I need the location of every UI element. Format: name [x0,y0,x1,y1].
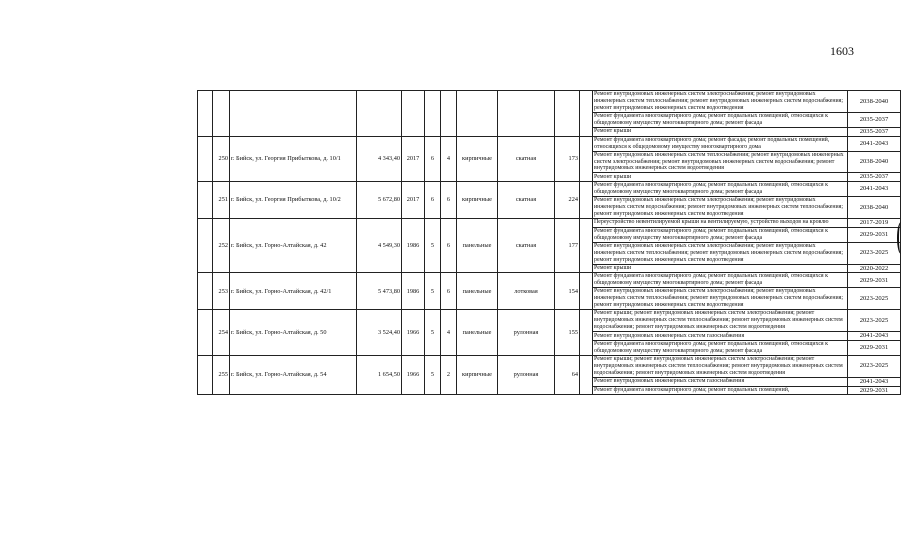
year-cell [402,91,425,137]
scan-edge-mark [897,222,905,254]
work-period: 2038-2040 [848,151,901,173]
work-period: 2023-2025 [848,288,901,310]
work-description: Ремонт фундамента многоквартирного дома; ремонт подвальных помещений, относящихся к общедомовому имуществу многоквартирного дома; ремонт фасада [593,112,848,127]
year-cell: 1986 [402,273,425,310]
address-cell: г. Бийск, ул. Георгия Прибыткова, д. 10/2 [230,182,357,219]
year-cell: 2017 [402,182,425,219]
floors-cell: 5 [425,273,441,310]
address-cell: г. Бийск, ул. Георгия Прибыткова, д. 10/1 [230,136,357,182]
row-number: 252 [213,219,230,273]
work-period: 2035-2037 [848,112,901,127]
area-cell: 5 672,80 [357,182,402,219]
table-row [198,136,901,151]
flats-cell: 154 [555,273,580,310]
work-period: 2041-2043 [848,182,901,197]
roof-type-cell: рулонная [498,310,555,356]
row-number [213,91,230,137]
table-row [198,355,901,377]
work-period: 2038-2040 [848,197,901,219]
work-description: Ремонт внутридомовых инженерных систем электроснабжения; ремонт внутридомовых инженерных систем теплоснабжения; ремонт внутридомовых инженерных систем водоснабжения; ремонт внутридомовых инженерных систем водоотведения [593,91,848,113]
work-period: 2029-2031 [848,227,901,242]
work-description: Ремонт крыши; ремонт внутридомовых инженерных систем электроснабжения; ремонт внутридомовых инженерных систем теплоснабжения; ремонт внутридомовых инженерных систем водоснабжения; ремонт внутридомовых инженерных систем водоотведения [593,310,848,332]
entrances-cell: 6 [441,219,457,273]
wall-material-cell: панельные [457,273,498,310]
year-cell: 2017 [402,136,425,182]
floors-cell: 5 [425,219,441,273]
flats-cell: 224 [555,182,580,219]
gap-cell [580,310,593,356]
work-description: Ремонт фундамента многоквартирного дома; ремонт подвальных помещений, относящихся к общедомовому имуществу многоквартирного дома; ремонт фасада [593,340,848,355]
row-number: 255 [213,355,230,394]
entrances-cell: 2 [441,355,457,394]
roof-type-cell [498,91,555,137]
blank-cell [198,219,213,273]
floors-cell [425,91,441,137]
row-number: 250 [213,136,230,182]
floors-cell: 6 [425,136,441,182]
work-period: 2041-2043 [848,136,901,151]
work-period: 2023-2025 [848,242,901,264]
entrances-cell [441,91,457,137]
blank-cell [198,91,213,137]
row-number: 251 [213,182,230,219]
area-cell: 3 524,40 [357,310,402,356]
gap-cell [580,273,593,310]
roof-type-cell: скатная [498,182,555,219]
blank-cell [198,273,213,310]
work-description: Ремонт фундамента многоквартирного дома; ремонт фасада; ремонт подвальных помещений, относящихся к общедомовому имуществу многоквартирного дома [593,136,848,151]
roof-type-cell: скатная [498,219,555,273]
address-cell: г. Бийск, ул. Горно-Алтайская, д. 42 [230,219,357,273]
work-description: Ремонт крыши [593,264,848,273]
flats-cell: 173 [555,136,580,182]
work-description: Ремонт крыши [593,173,848,182]
flats-cell: 64 [555,355,580,394]
work-period: 2023-2025 [848,355,901,377]
work-description: Ремонт внутридомовых инженерных систем электроснабжения; ремонт внутридомовых инженерных систем теплоснабжения; ремонт внутридомовых инженерных систем водоснабжения; ремонт внутридомовых инженерных систем водоотведения [593,242,848,264]
year-cell: 1966 [402,310,425,356]
work-description: Ремонт крыши; ремонт внутридомовых инженерных систем электроснабжения; ремонт внутридомовых инженерных систем теплоснабжения; ремонт внутридомовых инженерных систем водоснабжения; ремонт внутридомовых инженерных систем водоотведения [593,355,848,377]
area-cell: 1 654,50 [357,355,402,394]
wall-material-cell: панельные [457,219,498,273]
row-number: 254 [213,310,230,356]
blank-cell [198,182,213,219]
year-cell: 1966 [402,355,425,394]
work-description: Ремонт крыши [593,127,848,136]
row-number: 253 [213,273,230,310]
wall-material-cell: панельные [457,310,498,356]
blank-cell [198,310,213,356]
wall-material-cell: кирпичные [457,182,498,219]
work-description: Ремонт фундамента многоквартирного дома; ремонт подвальных помещений, относящихся к общедомовому имуществу многоквартирного дома; ремонт фасада [593,227,848,242]
work-period: 2038-2040 [848,91,901,113]
gap-cell [580,219,593,273]
work-period: 2035-2037 [848,173,901,182]
work-period: 2041-2043 [848,332,901,341]
work-period: 2029-2031 [848,340,901,355]
floors-cell: 5 [425,310,441,356]
work-description: Ремонт фундамента многоквартирного дома; ремонт подвальных помещений, [593,386,848,395]
table-row [198,273,901,288]
work-period: 2029-2031 [848,386,901,395]
floors-cell: 5 [425,355,441,394]
page-number: 1603 [830,44,854,58]
area-cell [357,91,402,137]
gap-cell [580,91,593,137]
address-cell: г. Бийск, ул. Горно-Алтайская, д. 54 [230,355,357,394]
work-description: Ремонт внутридомовых инженерных систем газоснабжения [593,332,848,341]
roof-type-cell: рулонная [498,355,555,394]
table-row [198,310,901,332]
work-description: Ремонт внутридомовых инженерных систем электроснабжения; ремонт внутридомовых инженерных систем водоснабжения; ремонт внутридомовых инженерных систем теплоснабжения; ремонт внутридомовых инженерных систем водоотведения [593,197,848,219]
flats-cell: 155 [555,310,580,356]
roof-type-cell: скатная [498,136,555,182]
work-description: Ремонт фундамента многоквартирного дома; ремонт подвальных помещений, относящихся к общедомовому имуществу многоквартирного дома; ремонт фасада [593,182,848,197]
entrances-cell: 6 [441,273,457,310]
year-cell: 1986 [402,219,425,273]
address-cell [230,91,357,137]
work-description: Ремонт фундамента многоквартирного дома; ремонт подвальных помещений, относящихся к общедомовому имуществу многоквартирного дома; ремонт фасада [593,273,848,288]
address-cell: г. Бийск, ул. Горно-Алтайская, д. 50 [230,310,357,356]
flats-cell [555,91,580,137]
entrances-cell: 4 [441,310,457,356]
area-cell: 4 343,40 [357,136,402,182]
entrances-cell: 4 [441,136,457,182]
area-cell: 4 549,30 [357,219,402,273]
gap-cell [580,182,593,219]
table-row [198,219,901,228]
table-row [198,182,901,197]
flats-cell: 177 [555,219,580,273]
table-row [198,91,901,113]
work-period: 2041-2043 [848,377,901,386]
blank-cell [198,355,213,394]
table-body [198,91,901,395]
roof-type-cell: лотковая [498,273,555,310]
work-period: 2029-2031 [848,273,901,288]
work-period: 2017-2019 [848,219,901,228]
work-description: Ремонт внутридомовых инженерных систем газоснабжения [593,377,848,386]
gap-cell [580,355,593,394]
gap-cell [580,136,593,182]
repair-schedule-table [197,90,901,395]
area-cell: 5 473,80 [357,273,402,310]
address-cell: г. Бийск, ул. Горно-Алтайская, д. 42/1 [230,273,357,310]
work-description: Ремонт внутридомовых инженерных систем теплоснабжения; ремонт внутридомовых инженерных систем электроснабжения; ремонт внутридомовых инженерных систем водоснабжения; ремонт внутридомовых инженерных систем водоотведения [593,151,848,173]
blank-cell [198,136,213,182]
work-period: 2020-2022 [848,264,901,273]
floors-cell: 6 [425,182,441,219]
entrances-cell: 6 [441,182,457,219]
wall-material-cell: кирпичные [457,136,498,182]
wall-material-cell [457,91,498,137]
work-description: Ремонт внутридомовых инженерных систем электроснабжения; ремонт внутридомовых инженерных систем теплоснабжения; ремонт внутридомовых инженерных систем водоснабжения; ремонт внутридомовых инженерных систем водоотведения [593,288,848,310]
wall-material-cell: кирпичные [457,355,498,394]
work-period: 2035-2037 [848,127,901,136]
work-period: 2023-2025 [848,310,901,332]
work-description: Переустройство невентилируемой крыши на вентилируемую, устройство выходов на кровлю [593,219,848,228]
